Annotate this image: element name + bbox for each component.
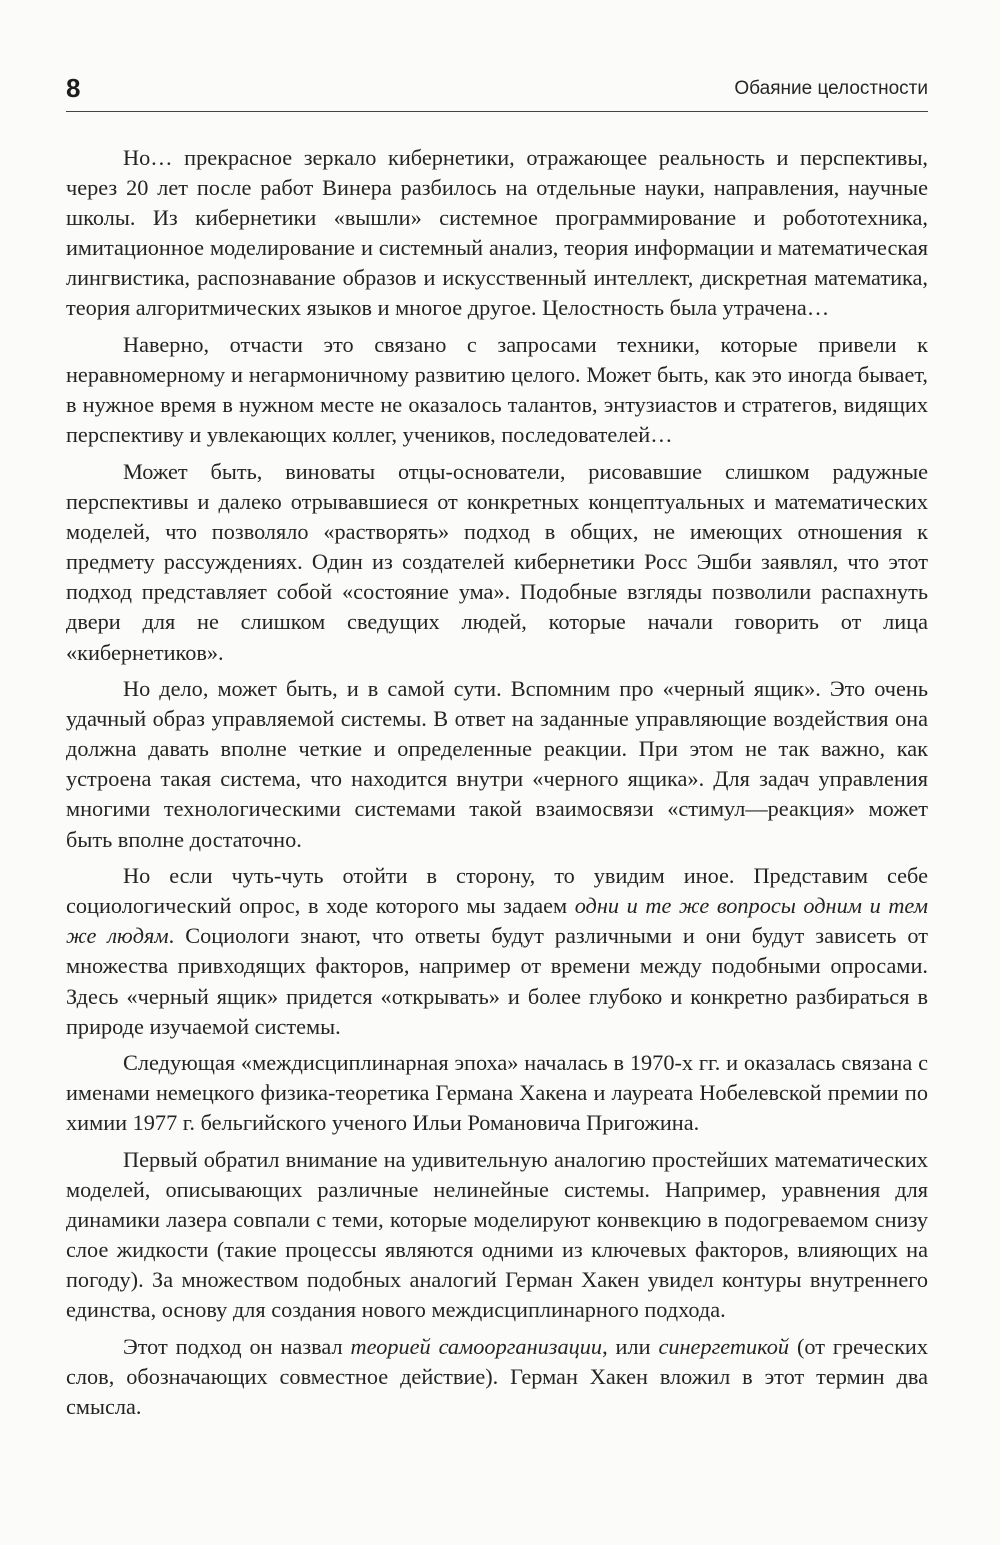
text-body: [66, 143, 928, 1429]
paragraph-8-italic-2: синергетикой: [658, 1334, 790, 1360]
paragraph-4: Но дело, может быть, и в самой сути. Вспомним про «черный ящик». Это очень удачный образ управляемой системы. В ответ на заданные управляющие воздействия она должна давать вполне четкие и определенные реакции. При этом не так важно, как устроена такая система, что находится внутри «черного ящика». Для задач управления многими технологическими системами такой взаимосвязи «стимул—реакция» может быть вполне достаточно.: [66, 676, 928, 852]
page-number: 8: [66, 73, 81, 103]
paragraph-5-italic: одни и те же вопросы одним и тем же людям: [66, 893, 928, 949]
paragraph-8-text-c: (от греческих слов, обозначающих совместное действие). Герман Хакен вложил в этот термин два смысла.: [66, 1334, 928, 1420]
paragraph-6: Следующая «междисциплинарная эпоха» началась в 1970-х гг. и оказалась связана с именами немецкого физика-теоретика Германа Хакена и лауреата Нобелевской премии по химии 1977 г. бельгийского ученого Ильи Романовича Пригожина.: [66, 1050, 928, 1136]
header-rule: [66, 111, 928, 112]
paragraph-1: Но… прекрасное зеркало кибернетики, отражающее реальность и перспективы, через 20 лет после работ Винера разбилось на отдельные науки, направления, научные школы. Из кибернетики «вышли» системное программирование и робототехника, имитационное моделирование и системный анализ, теория информации и математическая лингвистика, распознавание образов и искусственный интеллект, дискретная математика, теория алгоритмических языков и многое другое. Целостность была утрачена…: [66, 145, 928, 321]
paragraph-2: Наверно, отчасти это связано с запросами техники, которые привели к неравномерному и негармоничному развитию целого. Может быть, как это иногда бывает, в нужное время в нужном месте не оказалось талантов, энтузиастов и стратегов, видящих перспективу и увлекающих коллег, учеников, последователей…: [66, 332, 928, 448]
paragraph-5: [66, 861, 928, 1042]
paragraph-5-text-b: . Социологи знают, что ответы будут различными и они будут зависеть от множества привходящих факторов, например от времени между подобными опросами. Здесь «черный ящик» придется «открывать» и более глубоко и конкретно разбираться в природе изучаемой системы.: [66, 923, 928, 1039]
paragraph-8: [66, 1332, 928, 1422]
running-head: Обаяние целостности: [734, 78, 928, 99]
paragraph-5-text-a: Но если чуть-чуть отойти в сторону, то увидим иное. Представим себе социологический опрос, в ходе которого мы задаем: [66, 863, 928, 919]
paragraph-8-text-a: Этот подход он назвал: [123, 1334, 351, 1360]
paragraph-8-text-b: , или: [602, 1334, 659, 1360]
paragraph-8-italic-1: теорией самоорганизации: [350, 1334, 603, 1360]
paragraph-3: Может быть, виноваты отцы-основатели, рисовавшие слишком радужные перспективы и далеко отрывавшиеся от конкретных концептуальных и математических моделей, что позволяло «растворять» подход в общих, не имеющих отношения к предмету рассуждениях. Один из создателей кибернетики Росс Эшби заявлял, что этот подход представляет собой «состояние ума». Подобные взгляды позволили распахнуть двери для не слишком сведущих людей, которые начали говорить от лица «кибернетиков».: [66, 458, 928, 665]
paragraph-7: Первый обратил внимание на удивительную аналогию простейших математических моделей, описывающих различные нелинейные системы. Например, уравнения для динамики лазера совпали с теми, которые моделируют конвекцию в подогреваемом снизу слое жидкости (такие процессы являются одними из ключевых факторов, влияющих на погоду). За множеством подобных аналогий Герман Хакен увидел контуры внутреннего единства, основу для создания нового междисциплинарного подхода.: [66, 1147, 928, 1323]
